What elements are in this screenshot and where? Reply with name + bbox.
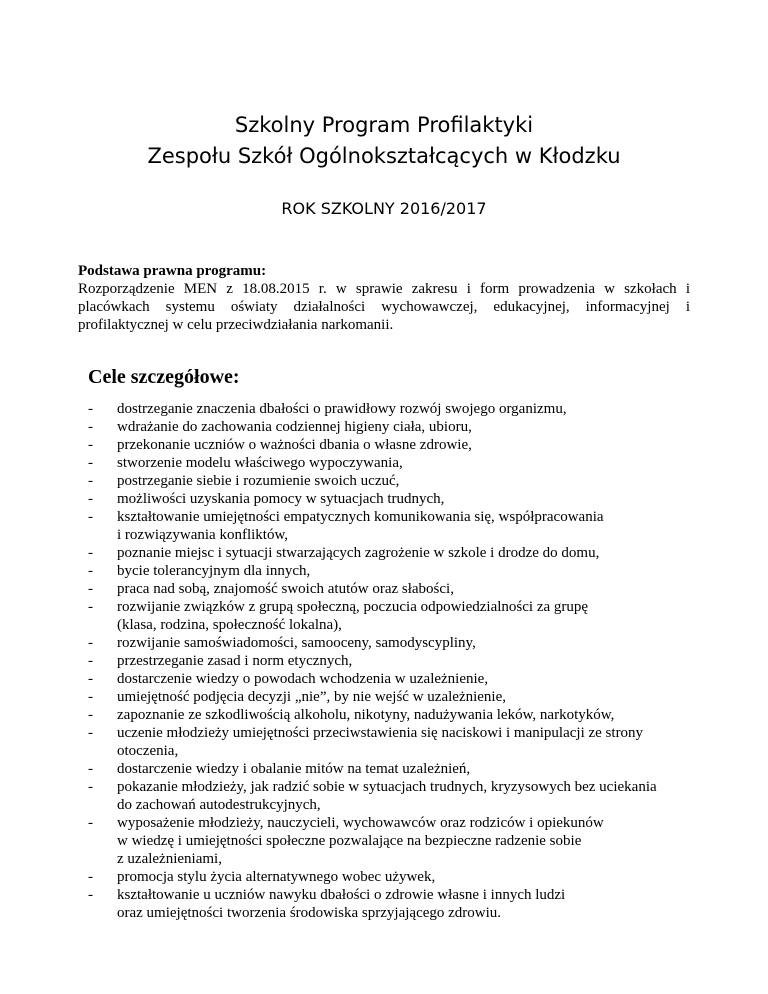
goal-item — [88, 562, 688, 580]
goal-item — [88, 634, 688, 652]
goal-text: przekonanie uczniów o ważności dbania o własne zdrowie, — [117, 437, 472, 453]
goal-text: dostrzeganie znaczenia dbałości o prawidłowy rozwój swojego organizmu, — [117, 401, 567, 417]
bullet-dash: - — [88, 887, 93, 903]
goal-item — [88, 868, 688, 886]
legal-basis-text: Rozporządzenie MEN z 18.08.2015 r. w sprawie zakresu i form prowadzenia w szkołach i placówkach systemu oświaty działalności wychowawczej, edukacyjnej, informacyjnej i profilaktycznej w celu przeciwdziałania narkomanii. — [78, 281, 690, 333]
school-year: ROK SZKOLNY 2016/2017 — [281, 199, 487, 218]
goal-text: praca nad sobą, znajomość swoich atutów oraz słabości, — [117, 581, 454, 597]
goal-text: promocja stylu życia alternatywnego wobec używek, — [117, 869, 436, 885]
bullet-dash: - — [88, 779, 93, 795]
goal-item — [88, 670, 688, 688]
goal-text: przestrzeganie zasad i norm etycznych, — [117, 653, 353, 669]
bullet-dash: - — [88, 509, 93, 525]
goal-text: zapoznanie ze szkodliwością alkoholu, nikotyny, nadużywania leków, narkotyków, — [117, 707, 615, 723]
goal-item — [88, 508, 688, 544]
goal-item — [88, 490, 688, 508]
goal-item — [88, 436, 688, 454]
goal-item — [88, 706, 688, 724]
bullet-dash: - — [88, 653, 93, 669]
goal-item — [88, 724, 688, 760]
bullet-dash: - — [88, 761, 93, 777]
bullet-dash: - — [88, 671, 93, 687]
goal-item — [88, 472, 688, 490]
goal-item — [88, 778, 688, 814]
bullet-dash: - — [88, 581, 93, 597]
goal-text: wyposażenie młodzieży, nauczycieli, wychowawców oraz rodziców i opiekunów w wiedzę i umiejętności społeczne pozwalające na bezpieczne radzenie sobie z uzależnieniami, — [117, 815, 604, 867]
bullet-dash: - — [88, 689, 93, 705]
bullet-dash: - — [88, 563, 93, 579]
goal-text: rozwijanie samoświadomości, samooceny, samodyscypliny, — [117, 635, 476, 651]
bullet-dash: - — [88, 473, 93, 489]
goal-text: uczenie młodzieży umiejętności przeciwstawienia się naciskowi i manipulacji ze strony otoczenia, — [117, 725, 644, 759]
document-title-line2: Zespołu Szkół Ogólnokształcących w Kłodzku — [147, 144, 621, 168]
bullet-dash: - — [88, 725, 93, 741]
bullet-dash: - — [88, 437, 93, 453]
goal-text: poznanie miejsc i sytuacji stwarzających zagrożenie w szkole i drodze do domu, — [117, 545, 600, 561]
bullet-dash: - — [88, 599, 93, 615]
goal-item — [88, 454, 688, 472]
bullet-dash: - — [88, 419, 93, 435]
goal-item — [88, 598, 688, 634]
goal-item — [88, 418, 688, 436]
goal-text: pokazanie młodzieży, jak radzić sobie w sytuacjach trudnych, kryzysowych bez uciekania do zachowań autodestrukcyjnych, — [117, 779, 657, 813]
goal-item — [88, 886, 688, 922]
goal-text: wdrażanie do zachowania codziennej higieny ciała, ubioru, — [117, 419, 472, 435]
goal-text: postrzeganie siebie i rozumienie swoich uczuć, — [117, 473, 400, 489]
goal-text: bycie tolerancyjnym dla innych, — [117, 563, 311, 579]
document-title-line1: Szkolny Program Profilaktyki — [234, 113, 534, 137]
goal-item — [88, 688, 688, 706]
goal-text: umiejętność podjęcia decyzji „nie”, by nie wejść w uzależnienie, — [117, 689, 506, 705]
bullet-dash: - — [88, 707, 93, 723]
goal-text: dostarczenie wiedzy i obalanie mitów na temat uzależnień, — [117, 761, 471, 777]
legal-basis-section — [78, 262, 690, 334]
legal-basis-heading: Podstawa prawna programu: — [78, 263, 267, 279]
goal-text: kształtowanie umiejętności empatycznych komunikowania się, współpracowania i rozwiązywania konfliktów, — [117, 509, 604, 543]
goal-item — [88, 652, 688, 670]
goal-text: możliwości uzyskania pomocy w sytuacjach trudnych, — [117, 491, 445, 507]
goals-list — [88, 400, 688, 922]
goal-item — [88, 580, 688, 598]
bullet-dash: - — [88, 401, 93, 417]
bullet-dash: - — [88, 815, 93, 831]
bullet-dash: - — [88, 545, 93, 561]
goal-text: dostarczenie wiedzy o powodach wchodzenia w uzależnienie, — [117, 671, 489, 687]
bullet-dash: - — [88, 635, 93, 651]
bullet-dash: - — [88, 491, 93, 507]
goal-item — [88, 760, 688, 778]
goal-item — [88, 814, 688, 868]
goal-text: rozwijanie związków z grupą społeczną, poczucia odpowiedzialności za grupę (klasa, rodzina, społeczność lokalna), — [117, 599, 589, 633]
goal-item — [88, 544, 688, 562]
bullet-dash: - — [88, 869, 93, 885]
goal-item — [88, 400, 688, 418]
goal-text: kształtowanie u uczniów nawyku dbałości o zdrowie własne i innych ludzi oraz umiejętności tworzenia środowiska sprzyjającego zdrowiu. — [117, 887, 566, 921]
goals-heading: Cele szczegółowe: — [88, 366, 240, 388]
goal-text: stworzenie modelu właściwego wypoczywania, — [117, 455, 403, 471]
bullet-dash: - — [88, 455, 93, 471]
